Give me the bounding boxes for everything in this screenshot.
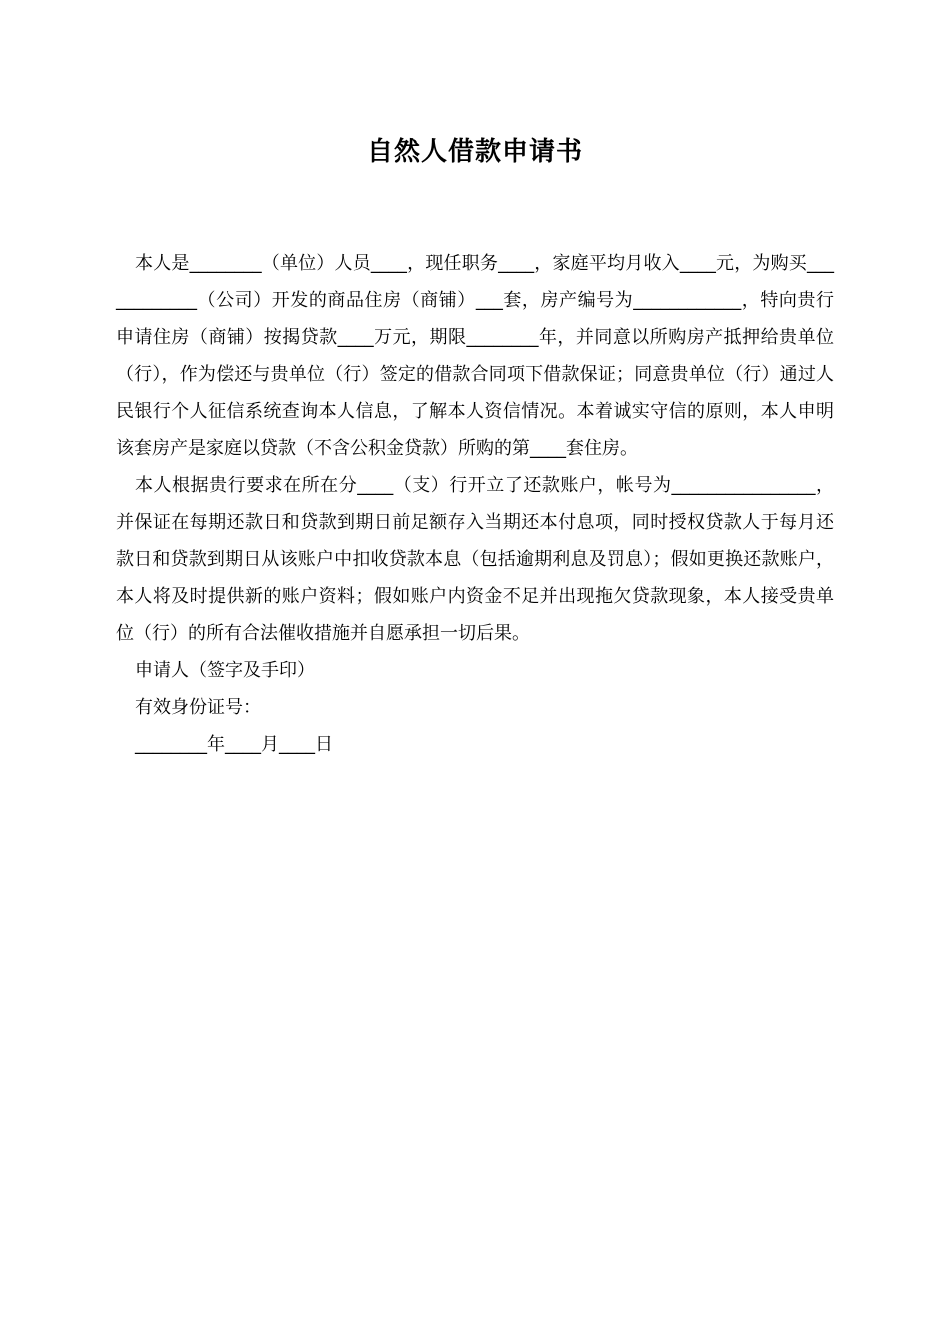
document-title: 自然人借款申请书 [366,137,583,167]
applicant-signature-label: 申请人（签字及手印） [135,660,315,681]
id-number-label: 有效身份证号： [135,697,261,718]
date-line: ________年____月____日 [135,734,333,755]
paragraph-loan-request: 本人是________（单位）人员____，现任职务____，家庭平均月收入____元，为购买____________（公司）开发的商品住房（商铺）___套，房产编号为____________，特向贵行申请住房（商铺）按揭贷款____万元，期限________年，并同意以所购房产抵押给贵单位（行），作为偿还与贵单位（行）签定的借款合同项下借款保证；同意贵单位（行）通过人民银行个人征信系统查询本人信息，了解本人资信情况。本着诚实守信的原则，本人申明该套房产是家庭以贷款（不含公积金贷款）所购的第____套住房。 [116,253,834,459]
document-body [116,245,834,763]
paragraph-repayment-account: 本人根据贵行要求在所在分____（支）行开立了还款账户，帐号为________________，并保证在每期还款日和贷款到期日前足额存入当期还本付息项，同时授权贷款人于每月还款日和贷款到期日从该账户中扣收贷款本息（包括逾期利息及罚息）；假如更换还款账户，本人将及时提供新的账户资料；假如账户内资金不足并出现拖欠贷款现象，本人接受贵单位（行）的所有合法催收措施并自愿承担一切后果。 [116,475,834,644]
